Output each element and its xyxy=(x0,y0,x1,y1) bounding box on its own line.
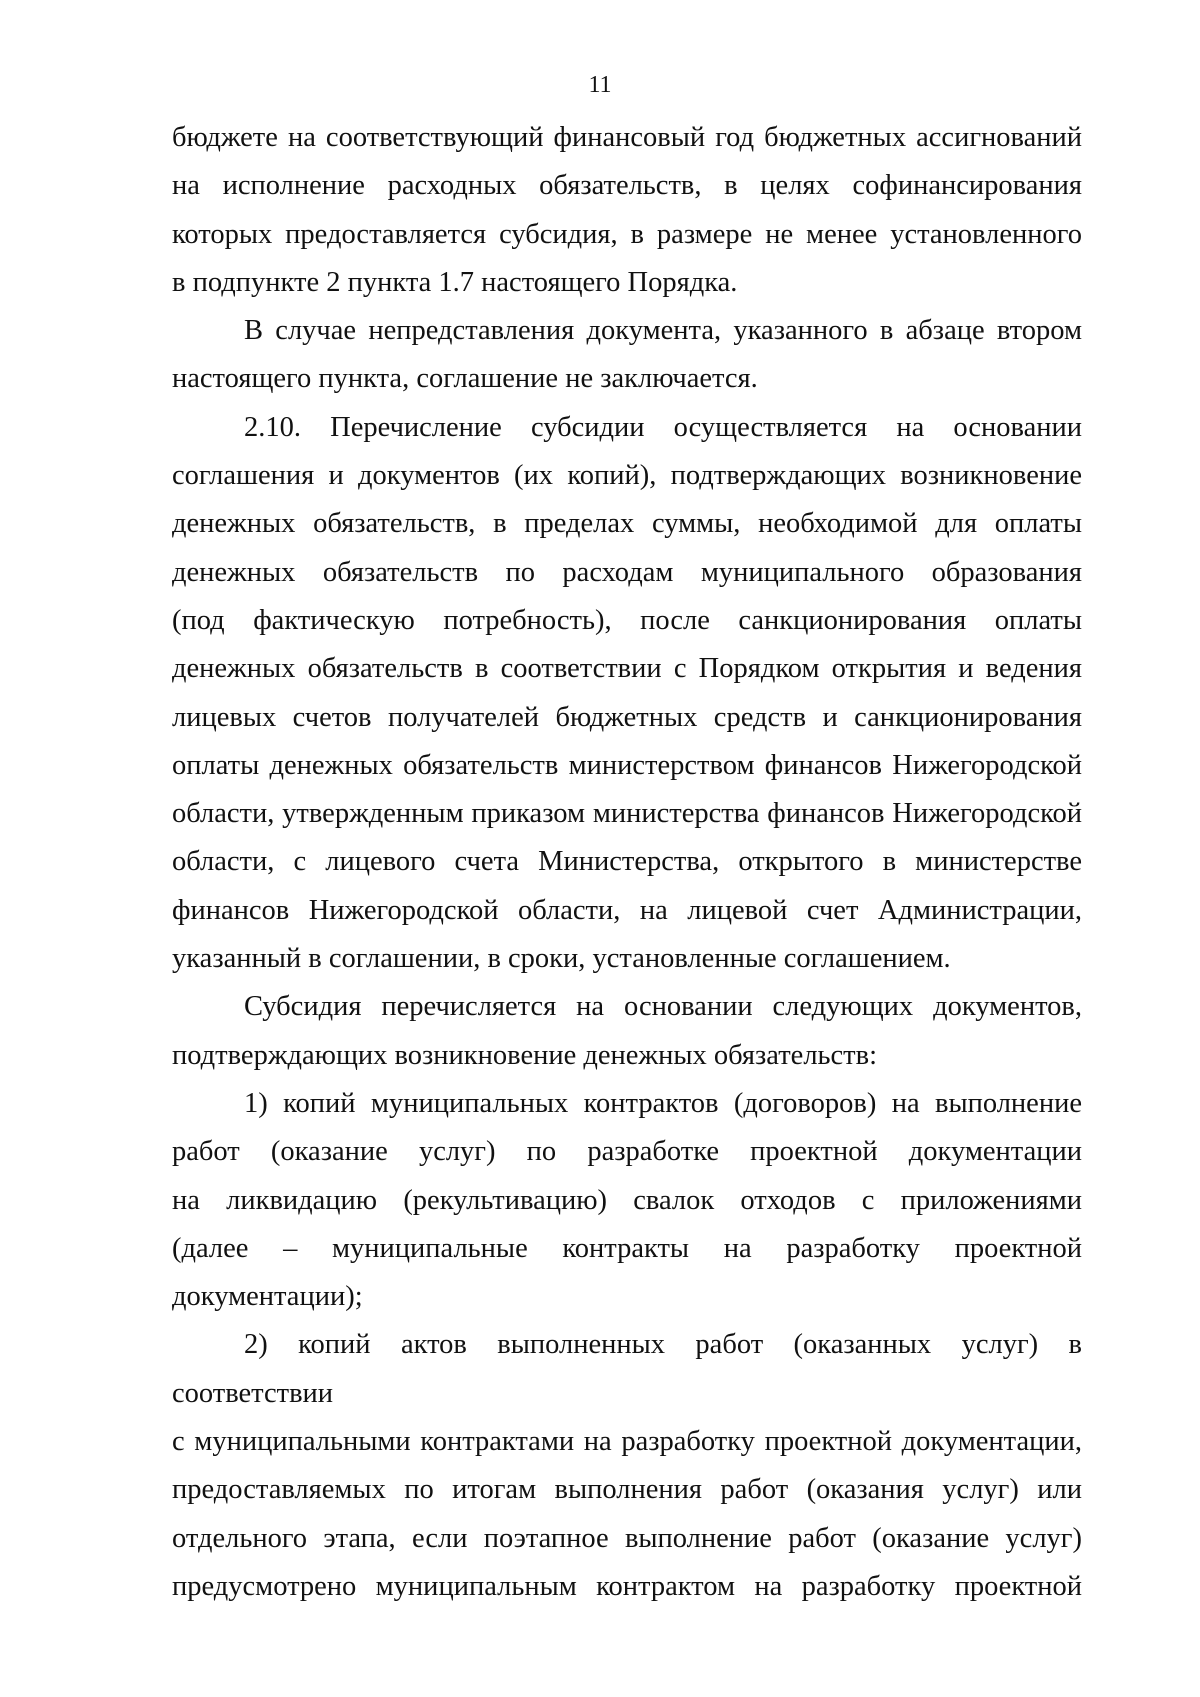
text-line: 1) копий муниципальных контрактов (договоров) на выполнение xyxy=(244,1087,1082,1119)
text-line: области, утвержденным приказом министерства финансов Нижегородской xyxy=(172,798,1082,830)
text-line: в подпункте 2 пункта 1.7 настоящего Порядка. xyxy=(172,266,738,298)
text-line: которых предоставляется субсидия, в размере не менее установленного xyxy=(172,218,1082,250)
text-line: лицевых счетов получателей бюджетных средств и санкционирования xyxy=(172,701,1082,733)
text-line: с муниципальными контрактами на разработку проектной документации, xyxy=(172,1426,1082,1458)
text-line: 2.10. Перечисление субсидии осуществляется на основании xyxy=(244,411,1082,443)
text-line: отдельного этапа, если поэтапное выполнение работ (оказание услуг) xyxy=(172,1522,1082,1554)
text-line: документации); xyxy=(172,1281,363,1313)
text-line: денежных обязательств по расходам муниципального образования xyxy=(172,556,1082,588)
paragraph-p6 xyxy=(172,1321,1082,1611)
text-line: на ликвидацию (рекультивацию) свалок отходов с приложениями xyxy=(172,1184,1082,1216)
text-line: (под фактическую потребность), после санкционирования оплаты xyxy=(172,604,1082,636)
paragraph-p5 xyxy=(172,1080,1082,1321)
text-line: области, с лицевого счета Министерства, открытого в министерстве xyxy=(172,846,1082,878)
text-line: 2) копий актов выполненных работ (оказанных услуг) в соответствии xyxy=(172,1329,1082,1409)
text-line: на исполнение расходных обязательств, в целях софинансирования xyxy=(172,170,1082,202)
text-line: настоящего пункта, соглашение не заключается. xyxy=(172,363,758,395)
text-line: подтверждающих возникновение денежных обязательств: xyxy=(172,1039,878,1071)
paragraph-p1 xyxy=(172,114,1082,307)
text-line: В случае непредставления документа, указанного в абзаце втором xyxy=(244,315,1082,347)
text-line: оплаты денежных обязательств министерством финансов Нижегородской xyxy=(172,749,1082,781)
paragraph-p2 xyxy=(172,307,1082,404)
text-line: соглашения и документов (их копий), подтверждающих возникновение xyxy=(172,460,1082,492)
document-body xyxy=(172,114,1082,1611)
page-number: 11 xyxy=(588,72,612,98)
text-line: Субсидия перечисляется на основании следующих документов, xyxy=(244,991,1082,1023)
text-line: предоставляемых по итогам выполнения работ (оказания услуг) или xyxy=(172,1474,1082,1506)
paragraph-p4 xyxy=(172,983,1082,1080)
text-line: работ (оказание услуг) по разработке проектной документации xyxy=(172,1136,1082,1168)
text-line: денежных обязательств в соответствии с Порядком открытия и ведения xyxy=(172,653,1082,685)
text-line: финансов Нижегородской области, на лицевой счет Администрации, xyxy=(172,894,1082,926)
text-line: денежных обязательств, в пределах суммы, необходимой для оплаты xyxy=(172,508,1082,540)
paragraph-p3 xyxy=(172,404,1082,984)
text-line: указанный в соглашении, в сроки, установленные соглашением. xyxy=(172,943,951,975)
text-line: предусмотрено муниципальным контрактом на разработку проектной xyxy=(172,1570,1082,1602)
text-line: бюджете на соответствующий финансовый год бюджетных ассигнований xyxy=(172,122,1082,153)
text-line: (далее – муниципальные контракты на разработку проектной xyxy=(172,1232,1082,1264)
